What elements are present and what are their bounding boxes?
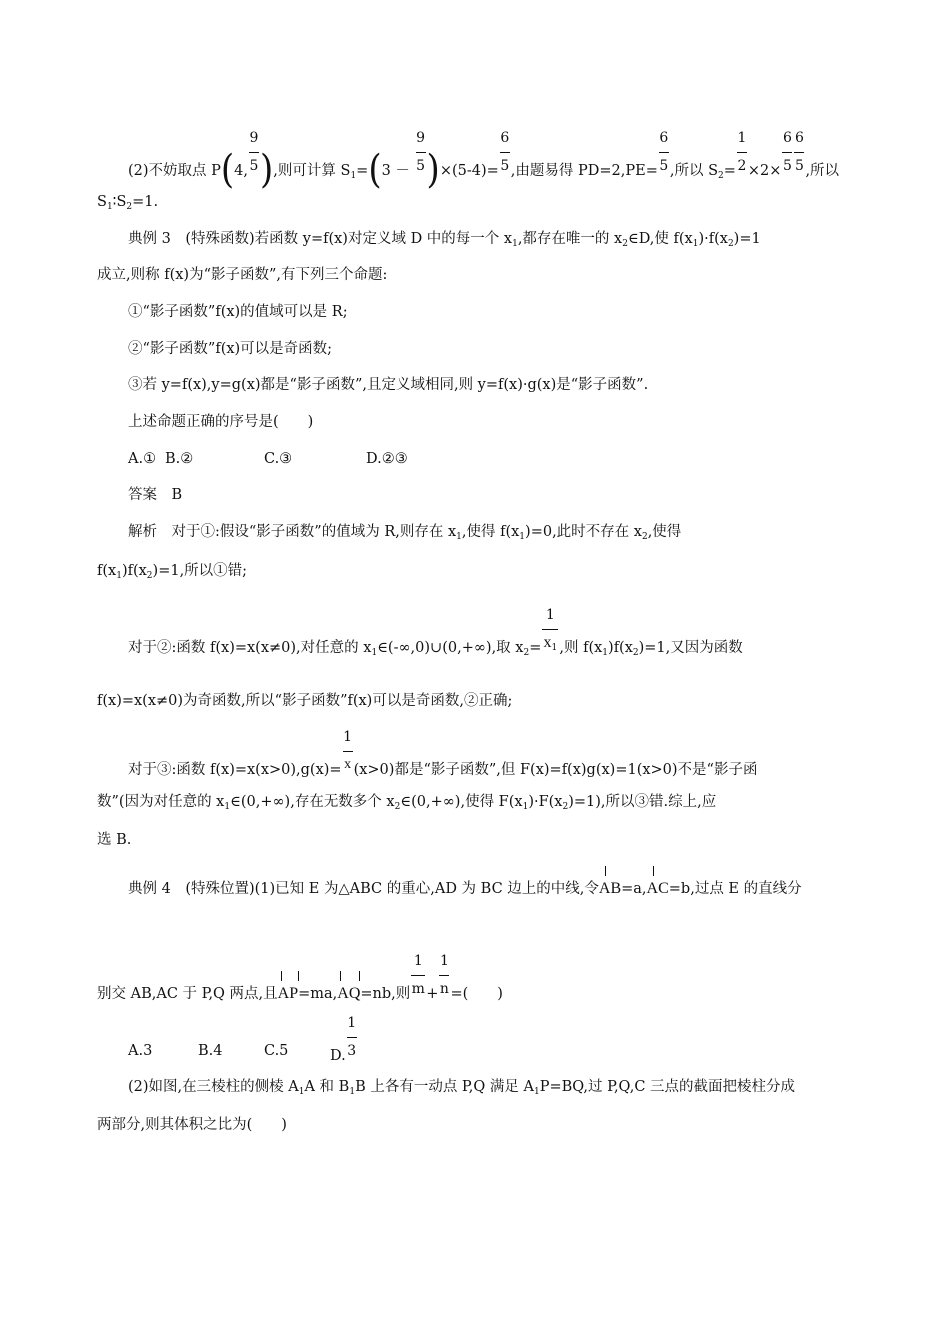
text: D. bbox=[330, 1048, 346, 1064]
answer: 答案 B bbox=[128, 487, 183, 503]
text: =nb,则 bbox=[360, 986, 411, 1002]
fraction-6-5: $\frac{6}{5}$ bbox=[659, 130, 669, 174]
text: f(x bbox=[97, 563, 117, 579]
text: + bbox=[426, 986, 439, 1002]
text: = bbox=[356, 163, 369, 179]
subscript: 1 bbox=[116, 571, 122, 581]
text: ×2× bbox=[747, 163, 782, 179]
example3-line-1 bbox=[128, 230, 761, 248]
subscript: 1 bbox=[533, 1087, 540, 1097]
subscript: 2 bbox=[126, 202, 133, 212]
text: =ma, bbox=[298, 986, 338, 1002]
right-paren: ) bbox=[260, 147, 274, 193]
fraction-1-2: $\frac{1}{2}$ bbox=[737, 130, 747, 174]
text: P=BQ,过 P,Q,C 三点的截面把棱柱分成 bbox=[539, 1079, 796, 1095]
text: ,都存在唯一的 x bbox=[517, 231, 623, 247]
text: B 上各有一动点 P,Q 满足 A bbox=[355, 1079, 534, 1095]
subscript: 2 bbox=[718, 171, 724, 181]
analysis-line-6 bbox=[97, 793, 716, 811]
text: S bbox=[97, 194, 107, 210]
text: =b,过点 E 的直线分 bbox=[668, 881, 802, 897]
analysis-line-1 bbox=[128, 523, 681, 541]
vector-ap: AP bbox=[278, 985, 298, 1003]
vector-ac: AC bbox=[647, 880, 669, 898]
subscript: 2 bbox=[632, 648, 639, 658]
subscript: 2 bbox=[727, 239, 734, 249]
fraction-9-5: $\frac{9}{5}$ bbox=[416, 130, 425, 174]
subscript: 2 bbox=[641, 532, 648, 542]
text: ∶S bbox=[112, 194, 127, 210]
text: (x>0)都是“影子函数”,但 F(x)=f(x)g(x)=1(x>0)不是“影子函 bbox=[353, 762, 758, 778]
subscript: 2 bbox=[146, 571, 153, 581]
text: A 和 B bbox=[304, 1079, 350, 1095]
fraction-9-5: $\frac{9}{5}$ bbox=[249, 130, 259, 174]
proposition-3: ③若 y=f(x),y=g(x)都是“影子函数”,且定义域相同,则 y=f(x)·g(x)是“影子函数”. bbox=[128, 377, 649, 393]
proposition-2: ②“影子函数”f(x)可以是奇函数; bbox=[128, 341, 333, 357]
fraction-6-5: $\frac{6}{5}$ bbox=[500, 130, 510, 174]
text: )·F(x bbox=[528, 794, 563, 810]
text: )f(x bbox=[121, 563, 147, 579]
right-paren: ) bbox=[426, 147, 440, 193]
text: ∈(0,+∞),存在无数多个 x bbox=[230, 794, 395, 810]
text: ,所以 bbox=[805, 163, 840, 179]
text: )=0,此时不存在 x bbox=[525, 524, 642, 540]
solution-line-2 bbox=[97, 193, 158, 211]
fraction-1-x: $\frac{1}{x}$ bbox=[343, 729, 353, 772]
text: 3 － bbox=[381, 163, 415, 179]
option-b: B.② bbox=[165, 451, 194, 467]
text: (2)不妨取点 P bbox=[128, 163, 221, 179]
analysis-line-3 bbox=[128, 607, 743, 658]
left-paren: ( bbox=[220, 147, 235, 193]
text: = bbox=[723, 163, 736, 179]
text: ×(5-4)= bbox=[439, 163, 499, 179]
text: )f(x bbox=[608, 640, 633, 656]
fraction-1-n: $\frac{1}{n}$ bbox=[439, 953, 449, 997]
fraction-6-5: $\frac{6}{5}$ bbox=[794, 130, 804, 174]
text: ,则可计算 S bbox=[273, 163, 351, 179]
subscript: 1 bbox=[692, 239, 699, 249]
text: ,由题易得 PD=2,PE= bbox=[510, 163, 658, 179]
option-d: D.②③ bbox=[366, 451, 408, 467]
subscript: 1 bbox=[106, 202, 113, 212]
proposition-1: ①“影子函数”f(x)的值域可以是 R; bbox=[128, 304, 348, 320]
text: ∈(0,+∞),使得 F(x bbox=[400, 794, 523, 810]
text: ∈(-∞,0)∪(0,+∞),取 x bbox=[377, 640, 524, 656]
subscript: 2 bbox=[394, 802, 401, 812]
subscript: 1 bbox=[522, 802, 529, 812]
option-c: C.5 bbox=[264, 1043, 289, 1059]
vector-aq: AQ bbox=[337, 985, 360, 1003]
fraction-1-x1: $\frac{1}{x_1}$ bbox=[543, 607, 558, 653]
part2-line-2: 两部分,则其体积之比为( ) bbox=[97, 1117, 287, 1133]
text: )=1,又因为函数 bbox=[638, 640, 743, 656]
example4-line-1 bbox=[128, 880, 802, 898]
subscript: 1 bbox=[519, 532, 526, 542]
text: ,使得 f(x bbox=[461, 524, 520, 540]
text: 对于②:函数 f(x)=x(x≠0),对任意的 x bbox=[128, 640, 372, 656]
text: = bbox=[529, 640, 542, 656]
analysis-line-2 bbox=[97, 562, 247, 580]
text: 别交 AB,AC 于 P,Q 两点,且 bbox=[97, 986, 278, 1002]
text: ,使得 bbox=[647, 524, 682, 540]
text: )=1,所以①错; bbox=[152, 563, 248, 579]
left-paren: ( bbox=[368, 147, 382, 193]
option-c: C.③ bbox=[264, 451, 293, 467]
subscript: 1 bbox=[512, 239, 518, 249]
text: )=1),所以③错.综上,应 bbox=[568, 794, 717, 810]
text: 解析 对于①:假设“影子函数”的值域为 R,则存在 x bbox=[128, 524, 457, 540]
subscript: 1 bbox=[371, 648, 378, 658]
example3-line-2: 成立,则称 f(x)为“影子函数”,有下列三个命题: bbox=[97, 267, 388, 283]
text: ,所以 S bbox=[669, 163, 719, 179]
subscript: 1 bbox=[224, 802, 231, 812]
solution-line-1 bbox=[128, 130, 840, 193]
option-a: A.① bbox=[128, 451, 157, 467]
analysis-line-4: f(x)=x(x≠0)为奇函数,所以“影子函数”f(x)可以是奇函数,②正确; bbox=[97, 693, 513, 709]
option-d bbox=[330, 1015, 358, 1065]
analysis-line-7: 选 B. bbox=[97, 832, 132, 848]
text: ,则 f(x bbox=[559, 640, 603, 656]
subscript: 1 bbox=[350, 171, 357, 181]
point-x: 4, bbox=[234, 163, 249, 179]
text: )·f(x bbox=[698, 231, 728, 247]
text: ∈D,使 f(x bbox=[627, 231, 693, 247]
subscript: 1 bbox=[298, 1087, 305, 1097]
analysis-line-5 bbox=[128, 729, 758, 779]
text: (2)如图,在三棱柱的侧棱 A bbox=[128, 1079, 299, 1095]
subscript: 1 bbox=[349, 1087, 356, 1097]
subscript: 1 bbox=[602, 648, 609, 658]
question: 上述命题正确的序号是( ) bbox=[128, 414, 314, 430]
option-b: B.4 bbox=[198, 1043, 223, 1059]
fraction-1-m: $\frac{1}{m}$ bbox=[411, 953, 425, 997]
fraction-1-3: $\frac{1}{3}$ bbox=[347, 1015, 357, 1059]
text: =1. bbox=[132, 194, 159, 210]
subscript: 2 bbox=[622, 239, 628, 249]
text: 典例 3 (特殊函数)若函数 y=f(x)对定义域 D 中的每一个 x bbox=[128, 231, 513, 247]
subscript: 2 bbox=[523, 648, 530, 658]
text: )=1 bbox=[733, 231, 761, 247]
text: 典例 4 (特殊位置)(1)已知 E 为△ABC 的重心,AD 为 BC 边上的中线,令 bbox=[128, 881, 599, 897]
fraction-6-5: $\frac{6}{5}$ bbox=[782, 130, 792, 174]
option-a: A.3 bbox=[128, 1043, 153, 1059]
subscript: 2 bbox=[562, 802, 569, 812]
subscript: 1 bbox=[456, 532, 462, 542]
vector-ab: AB bbox=[599, 880, 621, 898]
part2-line-1 bbox=[128, 1078, 795, 1096]
text: 数”(因为对任意的 x bbox=[97, 794, 225, 810]
text: =a, bbox=[621, 881, 647, 897]
example4-line-2 bbox=[97, 953, 503, 1003]
text: =( ) bbox=[450, 986, 503, 1002]
text: 对于③:函数 f(x)=x(x>0),g(x)= bbox=[128, 762, 342, 778]
